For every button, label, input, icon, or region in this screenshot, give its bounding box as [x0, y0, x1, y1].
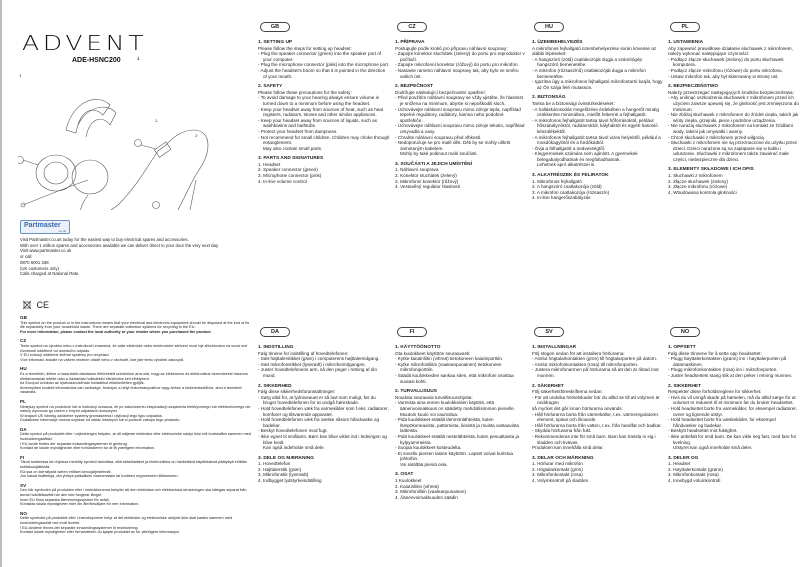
section-line: 2. Højttalerstik (grøn) — [258, 466, 302, 472]
section-line: - Zapojte konektor sluchátek (zelený) do portu pro reproduktor v počítači. — [395, 51, 525, 62]
partmaster-line: Visit Partmaster.co.uk today for the easiest way to buy electrical spares and accessories. — [20, 237, 189, 242]
section-line: 1. Náhlavní souprava — [395, 167, 439, 173]
section-heading: 1. OPPSETT — [668, 345, 696, 350]
language-badge: HU — [534, 22, 564, 32]
language-badge: DA — [260, 327, 290, 337]
note-code: CZ — [20, 338, 27, 344]
section-line: - Uchovávejte náhlavní soupravu mimo zdroje tepla, například tepelné regulátory, radiátory, kamna nebo podobné spotřebiče. — [395, 106, 521, 123]
section-heading: 3. PARTS AND SIGNATURES — [258, 156, 324, 162]
section-line: Följ stegen nedan för att installera hörlurarna: — [532, 350, 625, 356]
section-line: Noudata seuraavia turvallisuusohjeita: — [395, 394, 473, 400]
language-column-gb — [258, 22, 390, 184]
note-text: Kontakt lokale myndigheter eller forhandleren du kjøpte produktet av for ytterligere informasjon. — [20, 530, 180, 535]
section-line: - Uchovávejte náhlavní soupravu mimo zdroje tekutin, například umyvadla a vany. — [395, 123, 525, 134]
note-text: Více informací získáte na vašem místním úřadě nebo v obchodě, kde jste tento výrobek zakoupili. — [20, 357, 185, 362]
section-line: - Not recommend for small children. Children may choke through entanglement. — [258, 134, 390, 146]
section-line: - Nie zbliżaj słuchawek z mikrofonem do źródeł ciepła, takich jak wloty ciepła, grzejniki, piece i podobne urządzenia. — [668, 112, 799, 123]
partmaster-line: With over 1 million spares and accessories available we can deliver direct to your door the very next day. — [20, 242, 219, 248]
language-column-fi — [395, 327, 527, 500]
note-text: Dette symbolet på produktet eller i instruksjonene betyr at det elektriske og elektroniske utstyret ikke skal kastes sammen med husholdningsavfall ved endt levetid. — [20, 516, 233, 525]
note-text: Den här symbolen på produkten eller i instruktionerna betyder att den elektriska och elektroniska utrustningen ska slängas separat från annat hushållsavfall när den inte fungerar längre. — [20, 488, 247, 497]
section-line: - Suojaa kuulokkeet kosteudelta. — [395, 445, 462, 451]
note-text: I EU-lande findes der separate indsamlingssystemer til genbrug. — [20, 441, 128, 446]
section-line: - Hold headsettet borte fra væskekilder, for eksempel håndvasker og badekar. — [668, 417, 776, 428]
section-line: A mikrofonos fejhallgató üzembehelyezése során kövesse az alábbi lépéseket: — [532, 45, 657, 57]
section-line: - Kytke kaiutinliitin (vihreä) tietokoneen kaiutinporttiin. — [395, 356, 504, 362]
section-line: - Sæt mikrofonstikket (lyserødt) i mikrofonindgangen. — [258, 361, 366, 367]
section-line: så mycket det går innan hörlurarna används. — [532, 405, 623, 411]
language-column-no — [668, 327, 800, 484]
section-heading: 3. DELAR OCH MÄRKNING — [532, 455, 594, 461]
section-line: - Plugg høyttalerkontakten (grønn) inn i høyttalerporten på datamaskinen. — [668, 356, 787, 367]
section-line: - Justera mikrofonarmen på hörlurarna så att den är riktad mot munnen. — [532, 367, 659, 378]
section-heading: 3. DELER OG — [668, 455, 699, 461]
section-line: - Hold hovedtelefonen væk fra varmekilder som f.eks. radiatorer, komfurer og tilsvarende apparater. — [258, 405, 389, 417]
section-heading: 1. USTAWIENIA — [668, 40, 704, 45]
callout-3: 3 — [195, 133, 198, 138]
section-line: - Säädä kuulokkeiden sankaa siten, että mikrofoni osoittaa suutasi kohti. — [395, 372, 514, 384]
section-line: 3. Mikrofonstik (lyserødt) — [258, 472, 309, 478]
section-line: 4. Äänenvoimakkuuden säädin — [395, 494, 458, 500]
section-line: 4. In-line volume control — [258, 178, 307, 184]
section-line: 3. Mikrofonkontakt (rosa) — [532, 472, 583, 478]
section-line: - Hold headsettet borte fra varmekilder, for eksempel radiatorer, ovner og lignende utstyr. — [668, 405, 797, 417]
language-column-cz — [395, 22, 527, 190]
section-line: 1. Słuchawki z mikrofonem — [668, 173, 723, 179]
model-number: ADE-HSNC200 — [72, 57, 121, 64]
section-line: - Pidä kuulokkeet etäällä nestelähteistä, kuten pesualtaista ja kylpyammeista. — [395, 433, 520, 445]
section-line: - Ei sovellu pienten lasten käyttöön. Lapset voivat kuristua johtoihin. — [395, 450, 513, 462]
section-line: - Anslut högtalarkontakten (grön) till högtalarporten på datorn. — [532, 356, 658, 362]
section-line: - Sørg altid for, at lydniveauet er så lavt som muligt, før du bruger hovedtelefonen for at undgå høreskade. — [258, 394, 376, 406]
note-code: GB — [20, 315, 27, 320]
section-line: - Chraňte náhlavní soupravu před vlhkostí. — [395, 134, 482, 140]
note-text: Tämä tuotteessa tai ohjeissa merkitty symboli tarkoittaa, että sähkölaitteet ja elektroniikka on hävitettävä käyttöikänsä päätyttyä erillään kotitalousjätteistä. — [20, 460, 247, 470]
page-edge — [0, 0, 2, 567]
note-text: This symbol on the product or in the instructions means that your electrical and electronic equipment should be disposed at the end of its life separately from your household waste. There are separate collection systems for recycling in the EU. — [20, 320, 250, 330]
section-line: Please follow these precautions for the safety: — [258, 89, 352, 95]
note-text: W krajach UE istnieją oddzielne systemy gromadzenia i utylizacji tego typu odpadów. — [20, 413, 163, 418]
section-line: Mohly by také polknout malé součásti. — [400, 151, 478, 157]
section-line: 3. Mikrofonní konektor (růžový) — [395, 178, 459, 184]
section-heading: 3. SOUČÁSTI A JEJICH UMÍSTĚNÍ — [395, 161, 472, 167]
section-line: - Plug the microphone connector (pink) into the microphone port. — [258, 62, 390, 68]
section-line: Please follow the steps for setting up headset: — [258, 45, 352, 51]
partmaster-line: Visit www.partmaster.co.uk — [20, 248, 72, 254]
section-line: Lehetnek apró alkatrészei is. — [537, 162, 596, 168]
section-line: 2. Högtalarkontakt (grön) — [532, 466, 583, 472]
section-line: Følg trinene for indstilling af hovedtelefonen: — [258, 350, 349, 356]
note-text: Dette symbol på produktet eller i vejledningen betyder, at dit udtjente elektriske eller elektroniske udstyr ikke må bortskaffes sammen med husholdningsaffald. — [20, 432, 252, 442]
section-line: Produkten kan innehålla små delar. — [532, 445, 604, 451]
section-line: - A halláskárosodás megelőzése érdekében a hangerőt mindig csökkentse minimálisra, mielőtt feltenné a fejhallgatót. — [532, 106, 659, 118]
section-line: Følg disse trinnene for å sette opp headsettet: — [668, 350, 762, 356]
section-heading: 2. SÄKERHET — [532, 383, 564, 389]
weee-bin-icon — [22, 300, 32, 310]
section-heading: 1. KÄYTTÖÖNOTTO — [395, 345, 441, 350]
partmaster-logo — [20, 220, 70, 234]
section-line: - Juster hovedtelefonens arm, så den peger i retning af din mund. — [258, 367, 377, 378]
section-heading: 2. SIKKERHET — [668, 383, 702, 389]
note-text: V EU existují oddělené sběrné systémy pro recyklaci. — [20, 353, 110, 358]
section-line: 4. Volymkontroll på sladden — [532, 478, 589, 484]
ce-mark: CE — [36, 299, 49, 310]
section-line: - Pidä kuulokkeet etäällä lämmönlähteistä, kuten lämpökoneavista, pattereista, liesistä ja muista vastaavista laitteista. — [395, 417, 519, 434]
section-line: 2. Høyttalerkontakt (grønn) — [668, 466, 723, 472]
section-line: - Ustaw mikrofon tak, aby był skierowany w stronę ust. — [668, 73, 779, 79]
section-line: - Håll hörlurarna borta från vatten, t.ex. från handfat och badkar. — [532, 422, 662, 428]
section-line: - Nedoporučuje se pro malé děti. Děti by se mohly uškrtit zamotaným kabelem. — [395, 140, 511, 151]
section-line: - Aby uniknąć uszkodzenia słuchawek z mikrofonem przed ich użyciem zawsze upewnij się, że głośność jest zmniejszona do minimum. — [668, 95, 799, 112]
section-line: - Nastavte rameno náhlavní soupravy tak, aby bylo ve směru vašich úst. — [395, 67, 519, 79]
section-line: - A hangszóró (zöld) csatlakozóját dugja a számítógép hangszóró bemenetébe. — [532, 56, 643, 68]
section-line: - Óvja a fülhallgatót a nedvességtől. — [532, 145, 606, 151]
section-line: - Rekommenderas inte för små barn. Barn kan trassla in sig i sladden och kvävas. — [532, 433, 656, 445]
section-line: 3. Złącze mikrofonu (różowe) — [668, 184, 728, 190]
language-badge: CZ — [397, 22, 427, 32]
section-line: 2. A hangszóró csatlakozója (zöld) — [532, 184, 602, 190]
section-line: - För att undvika hörselskador bör du alltid se till att volymen är neddragen — [532, 394, 660, 406]
section-line: 4. Innebygd volumkontroll — [668, 478, 721, 484]
section-line: - Plugg mikrofonkontakten (rosa) inn i mikrofonporten. — [668, 367, 778, 373]
section-line: - Beskyt hovedtelefonen mod fugt. — [258, 428, 328, 434]
language-badge: PL — [670, 22, 700, 32]
note-text: Niniejszy symbol na produkcie lub w instrukcji oznacza, że po zakończeniu eksploatacji urządzenia elektrycznego lub elektronicznego nie należy wyrzucać go razem z innymi odpadami domowymi. — [20, 404, 251, 414]
section-line: 4. Vestavěný regulátor hlasitosti — [395, 184, 460, 190]
language-badge: NO — [670, 327, 700, 337]
note-text: Kontakt de lokale myndigheder eller forhandleren for at få yderligere information. — [20, 446, 156, 451]
section-heading: 1. INDSTILLING — [258, 345, 294, 350]
partmaster-line: Calls charged at National Rate. — [20, 271, 80, 277]
section-line: - Skydda hörlurarna från fukt. — [532, 428, 592, 434]
language-column-sv — [532, 327, 664, 484]
language-column-hu — [532, 22, 664, 201]
section-heading: 3. ELEMENTY SKŁADOWE I ICH OPIS — [668, 167, 754, 173]
section-heading: 3. ALKATRÉSZEK ÉS FELIRATOK — [532, 173, 609, 179]
section-line: 3. Microphone connector (pink) — [258, 173, 322, 179]
section-line: - Podłącz złącze mikrofonu (różowe) do portu mikrofonu. — [668, 67, 783, 73]
note-code: SV — [20, 482, 27, 488]
section-line: - Beskytt headsettet mot fuktighet. — [668, 428, 738, 434]
section-line: Ota kuulokkeet käyttöön seuraavasti: — [395, 350, 471, 356]
note-text: Ez a termékén, illetve a használati utasításon feltüntetett szimbólum arra utal, hogy az elektromos és elektronikus berendezést hasznos élettartamának letelte után a háztartási hulladéktól elkülönítve kell elhelyezni. — [20, 371, 248, 381]
section-heading: 2. BEZPEČNOST — [395, 84, 434, 90]
partmaster-logo-text: Partmaster — [24, 222, 61, 229]
section-heading: 2. BEZPIECZEŃSTWO — [668, 84, 719, 90]
note-text: Inom EU finns separata återvinningssystem för avfall. — [20, 497, 110, 502]
section-line: 1 Kuulokkeet — [395, 478, 422, 484]
note-code: HU — [20, 366, 27, 372]
partmaster-line: or call — [20, 254, 32, 260]
section-heading: 1. PŘÍPRAVA — [395, 40, 425, 45]
section-line: 1. Mikrofonos fejhallgató — [532, 178, 582, 184]
language-column-da — [258, 327, 390, 484]
partmaster-logo-sub: .co.uk — [57, 229, 66, 233]
section-line: - Adjust the headset's boom so that it is pointed in the direction of your mouth. — [258, 67, 386, 79]
section-line: - Protect your headset from dampness. — [258, 128, 338, 134]
section-line: - A mikrofonos fejhallgatót tartsa távol vizes helyektől, például a mosdókagylótól és a fürdőkádtól. — [532, 134, 661, 146]
note-text: Dodatkowe informacje można uzyskać od władz lokalnych lub w punkcie zakupu tego produktu. — [20, 418, 181, 423]
disposal-notes — [20, 311, 252, 535]
section-heading: 2. SAFETY — [258, 84, 283, 90]
section-heading: 2. TURVALLISUUS — [395, 389, 437, 395]
section-line: Utstyret kan også inneholde små deler. — [673, 445, 753, 451]
section-line: 3. A mikrofon csatlakozója (rózsaszín) — [532, 189, 610, 195]
section-line: - Podłącz złącze słuchawek (zielony) do portu słuchawek komputera. — [668, 56, 784, 68]
section-line: 3. Mikrofoniliitin (vaaleanpunainen) — [395, 489, 466, 495]
section-line: - Igazítsa úgy a mikrofonos fejhallgató mikrofontartó karját, hogy az Ön szája felé mutasson. — [532, 79, 663, 90]
language-column-pl — [668, 22, 800, 195]
section-line: Kan også indeholde små dele. — [263, 445, 325, 451]
section-line: - Hold hovedtelefonen væk fra væske såsom håndvaske og badekar. — [258, 417, 380, 428]
section-line: Følg disse sikkerhedsforanstaltninger: — [258, 389, 336, 395]
section-line: Respekter disse forholdsreglene for sikkerhet: — [668, 389, 762, 395]
section-line: 4. In-line hangerőszabályzás — [532, 195, 591, 201]
section-heading: 1. INSTALLNINGAR — [532, 345, 577, 350]
section-heading: 1. ÜZEMBEHELYEZÉS — [532, 40, 583, 45]
partmaster-line: 0870 6001 338 — [20, 259, 49, 265]
language-badge: FI — [397, 327, 427, 337]
callout-2: 2 — [155, 118, 158, 123]
note-text: Kontakta lokala myndigheter eller din återförsäljare för mer information. — [20, 502, 140, 507]
section-line: - Håll hörlurarna borta från värmekällor, t.ex. värmeregulatorer, element, spisar och liknande. — [532, 411, 660, 423]
section-line: - Ikke egnet til småbørn. Børn kan blive viklet ind i ledningen og blive kvalt. — [258, 433, 387, 445]
section-line: 4. Indbygget lydstyrkeindstilling — [258, 478, 322, 484]
section-line: - Ikke anbefalt for små barn. De kan vikle seg fast, med fare for kvelning. — [668, 433, 797, 445]
partmaster-line: (UK customers only) — [20, 265, 59, 271]
note-text: Jos haluat lisätietoja, ota yhteys paikallisiin viranomaisiin tai tuotteen myyneeseen liikkeeseen. — [20, 474, 179, 479]
section-line: 1. Hörlurar med mikrofon — [532, 461, 583, 467]
section-line: - Před použitím náhlavní soupravy se vždy ujistěte, že hlasitost je snížena na minimum, abyste si nepoškodili sluch. — [395, 95, 523, 106]
section-line: Należy przestrzegać następujących środków bezpieczeństwa: — [668, 89, 794, 95]
language-badge: SV — [534, 327, 564, 337]
section-line: - A mikrofonos fejhallgatót tartsa távol hőforrásoktól, például hőszabályzóktól, radiátoroktól, kályháktól és egyéb hasonló készülékektől. — [532, 117, 658, 134]
section-heading: 2. BIZTONSÁG — [532, 95, 566, 101]
section-line: Postupujte podle kroků pro přípravu náhlavní soupravy: — [395, 45, 508, 51]
note-text: I EU-landene finnes det separate innsamlingssystemer til resirkulering. — [20, 525, 139, 530]
note-code: DA — [20, 426, 27, 432]
section-line: - Chroń słuchawki z mikrofonem przed wilgocią. — [668, 134, 766, 140]
section-line: - Keep your headset away from sources of liquids, such as washbasins and bathtubs. — [258, 117, 377, 129]
section-line: May also contain small parts. — [263, 145, 323, 151]
section-line: 1. Headset — [258, 161, 281, 167]
section-heading: 1. SETTING UP — [258, 40, 293, 45]
note-text: Tento symbol na výrobku nebo v instrukcích znamená, že vaše elektrické nebo elektronické zařízení musí být zlikvidováno na konci své životnosti odděleně od domácího odpadu. — [20, 343, 248, 353]
note-text: EU:ssa on kierrätystä varten erilliset keruujärjestelmät. — [20, 469, 112, 474]
note-bold: For more information, please contact the local authority or your retailer where you purchased the product. — [20, 329, 212, 334]
section-line: 2. Konektor sluchátek (zelený) — [395, 173, 457, 179]
section-line: - Słuchawki z mikrofonem nie są przeznaczone do użytku przez dzieci. Dzieci narażone są na zaplątanie się w kablu i uduszenie. Słuchawki z mikrofonem także zawierać małe części, niebezpieczne dla dzieci. — [668, 140, 798, 162]
section-heading: 3. DELE OG MÆRKNING — [258, 455, 314, 461]
partmaster-info — [20, 237, 260, 277]
brand-logo: ADVENT — [22, 31, 148, 55]
section-line: Aby zapewnić prawidłowe działanie słuchawek z mikrofonem, należy wykonać następujące czynności: — [668, 45, 793, 57]
section-line: Voi sisältää pieniä osia. — [400, 461, 448, 467]
section-line: - To avoid damage to your hearing always ensure volume is turned down to a minimum before using the headset. — [258, 95, 379, 106]
note-code: FI — [20, 454, 25, 460]
note-text: Az Európai Unióban az újrahasznosítható hulladékot elkülönítetten gyűjtik. — [20, 381, 145, 386]
section-heading: 2. SIKKERHED — [258, 383, 292, 389]
note-code: PL — [20, 398, 26, 404]
language-badge: GB — [260, 22, 290, 32]
section-line: - Plug the speaker connector (green) into the speaker port of your computer. — [258, 51, 382, 62]
section-line: 1. Hovedtelefon — [258, 461, 291, 467]
section-line: 1. Headset — [668, 461, 691, 467]
section-line: 2. Kaiutinliitin (vihreä) — [395, 483, 439, 489]
section-heading: 3. OSAT — [395, 472, 414, 478]
section-line: Tartsa be a biztonsági óvintézkedéseket: — [532, 100, 615, 106]
section-line: 2. Speaker connector (green) — [258, 167, 318, 173]
section-line: - Juster headsettets stang slik at den peker i retning munnen. — [668, 372, 793, 378]
callout-4: 4 — [137, 56, 140, 61]
section-line: 3. Mikrofonkontakt (rosa) — [668, 472, 719, 478]
section-line: 2. Złącze słuchawek (zielony) — [668, 178, 728, 184]
section-line: - Nie narażaj słuchawek z mikrofonem na kontakt ze źródłami wody, takimi jak umywalki i wanny. — [668, 123, 793, 134]
section-line: - Sæt højttalerstikket (grøn) i computerens højttalerindgang. — [258, 356, 380, 362]
section-line: - Varmista aina ennen kuulokkeiden käyttöä, että äänenvoimakkuus on säädetty mahdollisimman pienelle. Muutoin kuulo voi vaurioitua. — [395, 400, 515, 417]
section-line: - A mikrofon (rózsaszínű) csatlakozóját dugja a mikrofon bemenetébe. — [532, 67, 646, 79]
note-code: NO — [20, 510, 27, 516]
section-line: - Hvis du vil unngå skade på hørselen, må du alltid sørge for at volumet er redusert til et minimum før du bruker headsettet. — [668, 394, 796, 406]
section-line: Följ säkerhetsföreskrifterna nedan: — [532, 389, 603, 395]
section-line: - Anslut mikrofonkontakten (rosa) till mikrofonporten. — [532, 361, 639, 367]
section-line: - Kisgyermekek számára nem ajánlott. A gyermekek belegabalyodhatnak és megfulladhatnak. — [532, 151, 638, 162]
callout-1: 1 — [19, 73, 22, 78]
section-line: - Kytke mikrofoniliitin (vaaleanpunainen) tietokoneen mikrofoniporttiin. — [395, 361, 502, 373]
section-line: Dodržujte následující bezpečnostní opatření: — [395, 89, 486, 95]
section-line: - Zapojte mikrofonní konektor (růžový) do portu pro mikrofon. — [395, 62, 519, 68]
section-line: - Keep your headset away from sources of heat, such as heat registers, radiators, stoves and other similar appliances. — [258, 106, 384, 118]
note-text: Amennyiben további információra van szüksége, forduljon a helyi önkormányzathoz vagy ahhoz a kiskereskedőhöz, ahol a terméket vásárolta. — [20, 385, 242, 395]
section-line: 4. Wbudowana kontrola głośności — [668, 189, 737, 195]
